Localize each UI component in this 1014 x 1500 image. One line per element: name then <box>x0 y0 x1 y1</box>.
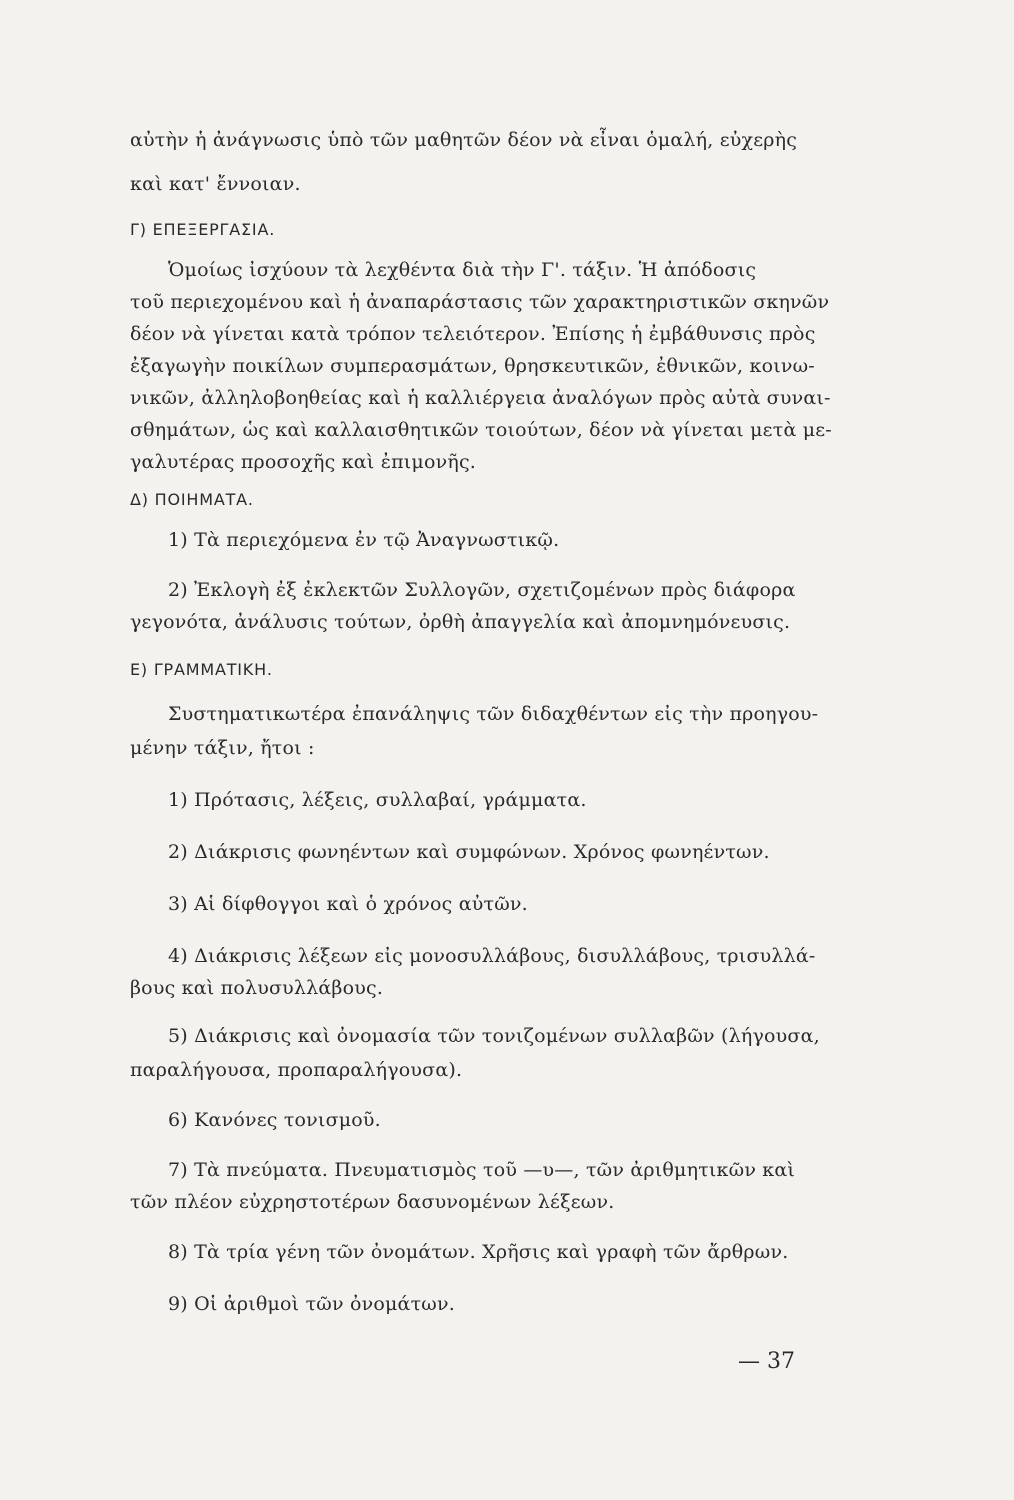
text-line: μένην τάξιν, ἤτοι : <box>130 737 315 759</box>
text-line: γαλυτέρας προσοχῆς καὶ ἐπιμονῆς. <box>130 451 477 473</box>
list-item: 7) Τὰ πνεύματα. Πνευματισμὸς τοῦ —υ—, τῶν ἀριθμητικῶν καὶ <box>168 1159 796 1181</box>
section-heading: Γ) ΕΠΕΞΕΡΓΑΣΙΑ. <box>130 220 276 239</box>
list-item: 1) Πρότασις, λέξεις, συλλαβαί, γράμματα. <box>168 789 587 811</box>
text-line: τῶν πλέον εὐχρηστοτέρων δασυνομένων λέξεων. <box>130 1191 615 1213</box>
text-line: Συστηματικωτέρα ἐπανάληψις τῶν διδαχθέντων εἰς τὴν προηγου- <box>168 703 819 725</box>
section-heading: Ε) ΓΡΑΜΜΑΤΙΚΗ. <box>130 660 273 679</box>
page-number: — 37 <box>738 1349 795 1374</box>
text-line: παραλήγουσα, προπαραλήγουσα). <box>130 1059 463 1081</box>
list-item: 8) Τὰ τρία γένη τῶν ὀνομάτων. Χρῆσις καὶ γραφὴ τῶν ἄρθρων. <box>168 1241 789 1263</box>
text-line: ἐξαγωγὴν ποικίλων συμπερασμάτων, θρησκευτικῶν, ἐθνικῶν, κοινω- <box>130 355 815 377</box>
section-heading: Δ) ΠΟΙΗΜΑΤΑ. <box>130 490 254 509</box>
list-item: 2) Διάκρισις φωνηέντων καὶ συμφώνων. Χρόνος φωνηέντων. <box>168 841 770 863</box>
text-line: αὐτὴν ἡ ἀνάγνωσις ὑπὸ τῶν μαθητῶν δέον νὰ εἶναι ὁμαλή, εὐχερὴς <box>130 129 798 151</box>
text-line: δέον νὰ γίνεται κατὰ τρόπον τελειότερον. Ἐπίσης ἡ ἐμβάθυνσις πρὸς <box>130 323 816 345</box>
list-item: 6) Κανόνες τονισμοῦ. <box>168 1109 381 1131</box>
text-line: γεγονότα, ἀνάλυσις τούτων, ὀρθὴ ἀπαγγελία καὶ ἀπομνημόνευσις. <box>130 611 791 633</box>
text-line: Ὁμοίως ἰσχύουν τὰ λεχθέντα διὰ τὴν Γ'. τάξιν. Ἡ ἀπόδοσις <box>168 259 757 281</box>
list-item: 5) Διάκρισις καὶ ὀνομασία τῶν τονιζομένων συλλαβῶν (λήγουσα, <box>168 1025 820 1047</box>
list-item: 4) Διάκρισις λέξεων εἰς μονοσυλλάβους, δισυλλάβους, τρισυλλά- <box>168 945 816 967</box>
list-item: 2) Ἐκλογὴ ἐξ ἐκλεκτῶν Συλλογῶν, σχετιζομένων πρὸς διάφορα <box>168 579 796 601</box>
list-item: 9) Οἱ ἀριθμοὶ τῶν ὀνομάτων. <box>168 1293 455 1315</box>
text-line: βους καὶ πολυσυλλάβους. <box>130 977 384 999</box>
list-item: 1) Τὰ περιεχόμενα ἐν τῷ Ἀναγνωστικῷ. <box>168 529 560 551</box>
text-line: καὶ κατ' ἔννοιαν. <box>130 173 301 195</box>
list-item: 3) Αἱ δίφθογγοι καὶ ὁ χρόνος αὐτῶν. <box>168 893 528 915</box>
text-line: νικῶν, ἀλληλοβοηθείας καὶ ἡ καλλιέργεια ἀναλόγων πρὸς αὐτὰ συναι- <box>130 387 831 409</box>
text-line: τοῦ περιεχομένου καὶ ἡ ἀναπαράστασις τῶν χαρακτηριστικῶν σκηνῶν <box>130 291 830 313</box>
text-line: σθημάτων, ὡς καὶ καλλαισθητικῶν τοιούτων, δέον νὰ γίνεται μετὰ με- <box>130 419 832 441</box>
